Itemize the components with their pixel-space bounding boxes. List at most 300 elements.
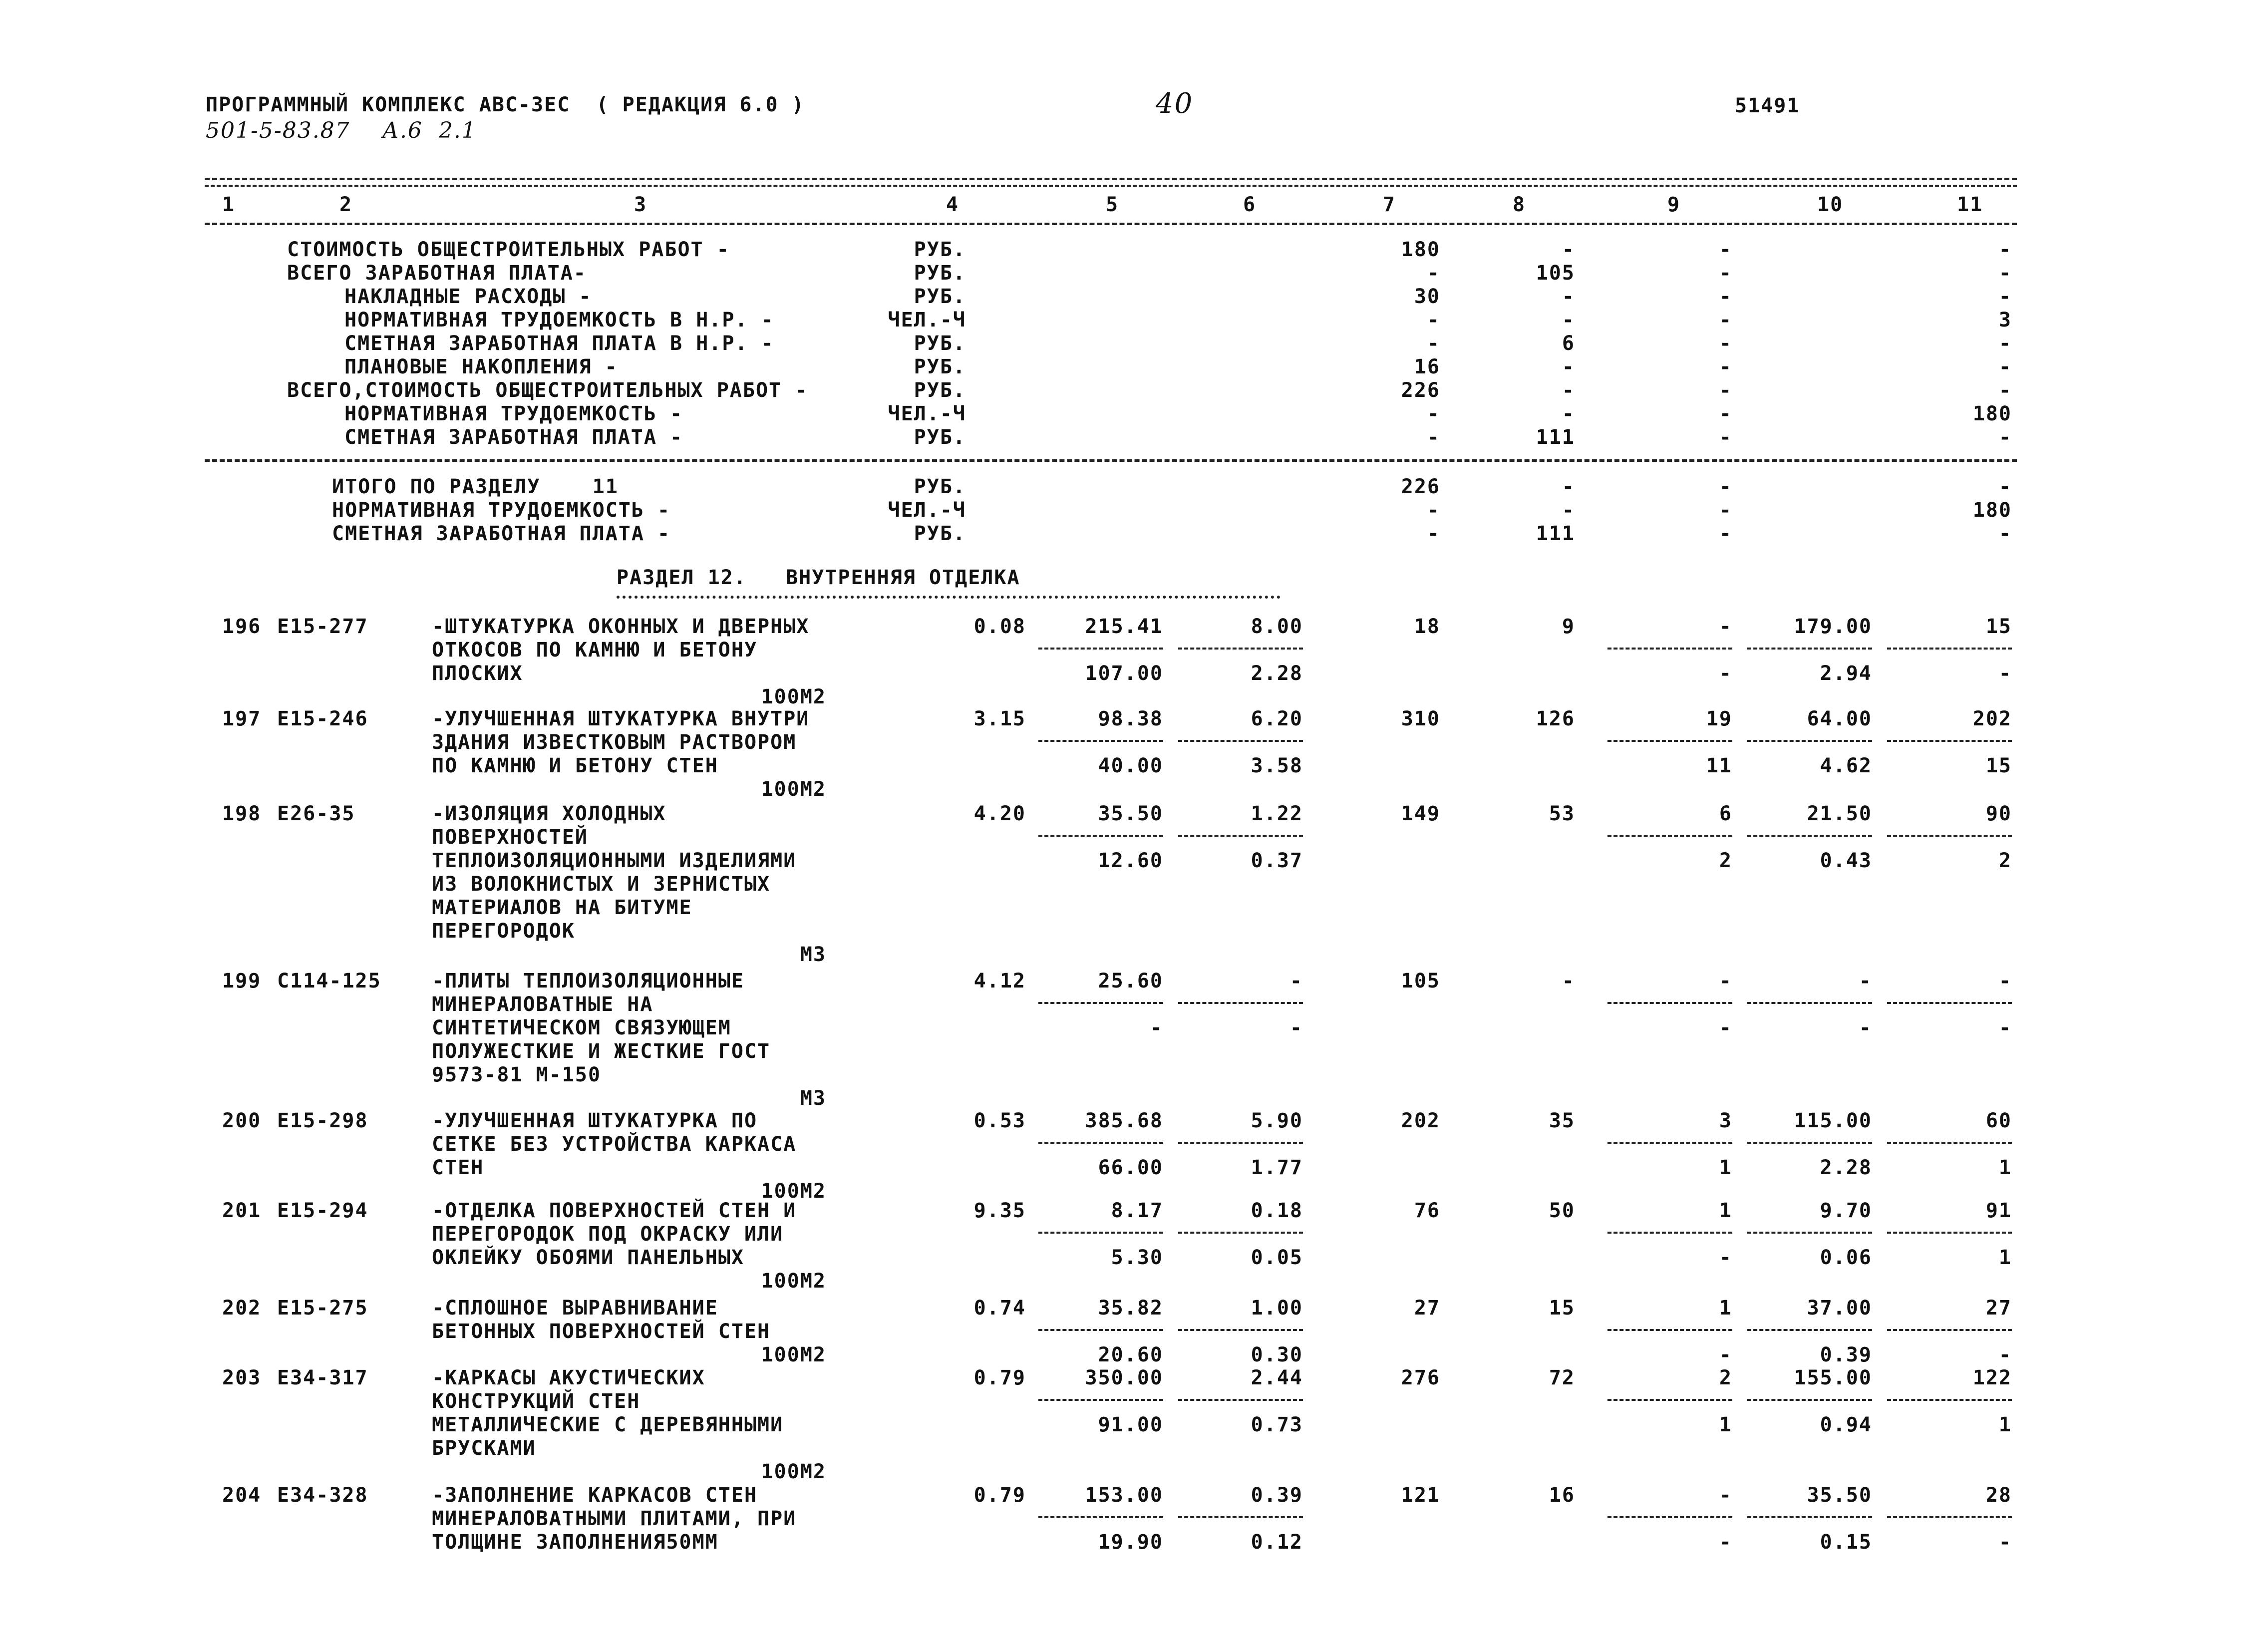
item-value: 66.00 [1098, 1156, 1163, 1179]
section-total-value: 226 [1401, 475, 1440, 498]
item-quantity: 0.08 [973, 615, 1026, 638]
summary-value: - [1427, 309, 1440, 331]
section-total-value: 180 [1972, 499, 2012, 522]
item-value: - [1719, 1484, 1732, 1507]
item-description: СТЕН [432, 1156, 484, 1179]
item-value: 121 [1401, 1484, 1440, 1507]
summary-value: 180 [1401, 238, 1440, 261]
section-total-label: НОРМАТИВНАЯ ТРУДОЕМКОСТЬ - [332, 499, 671, 522]
item-description: КОНСТРУКЦИЙ СТЕН [432, 1390, 640, 1413]
item-dash-rule [1887, 1232, 2012, 1234]
summary-value: - [1562, 402, 1575, 425]
item-value: 115.00 [1794, 1109, 1872, 1132]
item-value: 50 [1549, 1199, 1575, 1222]
item-value: 126 [1536, 707, 1575, 730]
item-value: 12.60 [1098, 849, 1163, 872]
item-value: 35.50 [1807, 1484, 1872, 1507]
summary-row-label: СМЕТНАЯ ЗАРАБОТНАЯ ПЛАТА В Н.Р. - [344, 332, 774, 355]
item-dash-rule [1607, 1329, 1732, 1331]
item-description: ТЕПЛОИЗОЛЯЦИОННЫМИ ИЗДЕЛИЯМИ [432, 849, 797, 872]
summary-row-unit: РУБ. [914, 426, 966, 449]
item-value: 0.73 [1251, 1413, 1303, 1436]
item-value: - [1998, 1016, 2012, 1039]
summary-row-label: ВСЕГО ЗАРАБОТНАЯ ПЛАТА- [287, 262, 587, 285]
item-number: 202 [222, 1297, 262, 1320]
item-dash-rule [1178, 1002, 1303, 1004]
item-code: Е15-294 [277, 1199, 368, 1222]
item-value: - [1859, 970, 1872, 992]
item-number: 199 [222, 970, 262, 992]
item-dash-rule [1178, 835, 1303, 837]
item-value: 18 [1414, 615, 1440, 638]
item-value: - [1998, 970, 2012, 992]
summary-value: - [1719, 309, 1732, 331]
summary-row-label: НОРМАТИВНАЯ ТРУДОЕМКОСТЬ - [344, 402, 683, 425]
item-value: - [1998, 1343, 2012, 1366]
item-code: Е34-328 [277, 1484, 368, 1507]
summary-value: - [1427, 332, 1440, 355]
item-code: Е15-298 [277, 1109, 368, 1132]
item-value: 5.30 [1111, 1246, 1163, 1269]
item-value: 202 [1972, 707, 2012, 730]
column-header: 7 [1383, 193, 1396, 216]
item-value: 1.77 [1251, 1156, 1303, 1179]
item-value: 2 [1719, 1366, 1732, 1389]
section-total-label: ИТОГО ПО РАЗДЕЛУ 11 [332, 475, 619, 498]
item-value: 9.70 [1820, 1199, 1872, 1222]
item-value: 8.00 [1251, 615, 1303, 638]
summary-row-label: НОРМАТИВНАЯ ТРУДОЕМКОСТЬ В Н.Р. - [344, 309, 774, 331]
section-total-value: 111 [1536, 522, 1575, 545]
column-header: 11 [1957, 193, 1983, 216]
item-value: 2.28 [1251, 662, 1303, 685]
item-description: -ПЛИТЫ ТЕПЛОИЗОЛЯЦИОННЫЕ [432, 970, 744, 992]
summary-value: - [1719, 332, 1732, 355]
item-unit: 100М2 [761, 1460, 826, 1483]
summary-value: - [1562, 238, 1575, 261]
item-description: -ЗАПОЛНЕНИЕ КАРКАСОВ СТЕН [432, 1484, 758, 1507]
summary-value: - [1562, 355, 1575, 378]
summary-row-unit: РУБ. [914, 285, 966, 308]
item-quantity: 0.74 [973, 1297, 1026, 1320]
item-dash-rule [1747, 740, 1872, 742]
item-dash-rule [1607, 1002, 1732, 1004]
item-unit: 100М2 [761, 1180, 826, 1203]
item-number: 200 [222, 1109, 262, 1132]
item-value: 1 [1998, 1246, 2012, 1269]
summary-value: - [1562, 379, 1575, 402]
item-value: 2 [1719, 849, 1732, 872]
item-value: 0.15 [1820, 1531, 1872, 1554]
item-value: 215.41 [1085, 615, 1163, 638]
item-number: 197 [222, 707, 262, 730]
item-dash-rule [1038, 1516, 1163, 1518]
item-description: ОКЛЕЙКУ ОБОЯМИ ПАНЕЛЬНЫХ [432, 1246, 744, 1269]
section-total-value: - [1719, 499, 1732, 522]
item-value: - [1719, 1246, 1732, 1269]
column-header: 6 [1243, 193, 1257, 216]
item-dash-rule [1747, 835, 1872, 837]
summary-value: - [1719, 379, 1732, 402]
summary-row-label: СТОИМОСТЬ ОБЩЕСТРОИТЕЛЬНЫХ РАБОТ - [287, 238, 730, 261]
item-description: СЕТКЕ БЕЗ УСТРОЙСТВА КАРКАСА [432, 1133, 797, 1156]
item-value: 37.00 [1807, 1297, 1872, 1320]
item-value: 202 [1401, 1109, 1440, 1132]
item-value: 28 [1985, 1484, 2012, 1507]
item-value: 20.60 [1098, 1343, 1163, 1366]
column-header: 3 [634, 193, 647, 216]
summary-value: - [1719, 285, 1732, 308]
item-value: 310 [1401, 707, 1440, 730]
item-description: ЗДАНИЯ ИЗВЕСТКОВЫМ РАСТВОРОМ [432, 731, 797, 754]
item-dash-rule [1178, 1516, 1303, 1518]
item-dash-rule [1607, 835, 1732, 837]
item-value: 2 [1998, 849, 2012, 872]
item-dash-rule [1607, 1142, 1732, 1144]
summary-value: - [1562, 285, 1575, 308]
item-value: 19.90 [1098, 1531, 1163, 1554]
item-description: МИНЕРАЛОВАТНЫЕ НА [432, 993, 653, 1016]
summary-row-unit: РУБ. [914, 379, 966, 402]
item-value: 107.00 [1085, 662, 1163, 685]
item-value: - [1719, 615, 1732, 638]
handwritten-reference: 501-5-83.87 А.6 2.1 [206, 118, 477, 143]
summary-value: - [1427, 262, 1440, 285]
item-value: 64.00 [1807, 707, 1872, 730]
section-total-value: - [1562, 499, 1575, 522]
item-value: 149 [1401, 802, 1440, 825]
item-dash-rule [1038, 1142, 1163, 1144]
item-value: - [1289, 970, 1303, 992]
document-code: 51491 [1735, 94, 1800, 117]
summary-value: - [1998, 285, 2012, 308]
section-title: РАЗДЕЛ 12. ВНУТРЕННЯЯ ОТДЕЛКА [617, 566, 1020, 589]
item-unit: 100М2 [761, 778, 826, 801]
item-dash-rule [1887, 1329, 2012, 1331]
summary-value: 3 [1998, 309, 2012, 331]
summary-value: - [1562, 309, 1575, 331]
item-quantity: 0.79 [973, 1484, 1026, 1507]
item-value: - [1719, 1016, 1732, 1039]
section-total-value: - [1427, 499, 1440, 522]
item-value: 72 [1549, 1366, 1575, 1389]
item-value: 35.82 [1098, 1297, 1163, 1320]
summary-value: - [1427, 426, 1440, 449]
item-dash-rule [1887, 1142, 2012, 1144]
item-description: ПЕРЕГОРОДОК [432, 920, 575, 943]
item-value: 35.50 [1098, 802, 1163, 825]
item-value: - [1562, 970, 1575, 992]
item-description: -СПЛОШНОЕ ВЫРАВНИВАНИЕ [432, 1297, 718, 1320]
program-title: ПРОГРАММНЫЙ КОМПЛЕКС АВС-ЗЕС ( РЕДАКЦИЯ 6.0 ) [206, 93, 805, 116]
item-value: - [1719, 970, 1732, 992]
item-description: МИНЕРАЛОВАТНЫМИ ПЛИТАМИ, ПРИ [432, 1507, 797, 1530]
item-description: ТОЛЩИНЕ ЗАПОЛНЕНИЯ50ММ [432, 1531, 718, 1554]
item-dash-rule [1887, 1002, 2012, 1004]
item-code: Е26-35 [277, 802, 355, 825]
summary-value: - [1998, 332, 2012, 355]
item-dash-rule [1887, 648, 2012, 650]
item-value: 40.00 [1098, 754, 1163, 777]
item-value: 9 [1562, 615, 1575, 638]
item-value: 122 [1972, 1366, 2012, 1389]
item-value: 179.00 [1794, 615, 1872, 638]
item-description: -УЛУЧШЕННАЯ ШТУКАТУРКА ПО [432, 1109, 758, 1132]
item-value: 35 [1549, 1109, 1575, 1132]
item-value: 0.18 [1251, 1199, 1303, 1222]
item-value: 1 [1719, 1156, 1732, 1179]
item-value: 1 [1719, 1297, 1732, 1320]
item-value: 25.60 [1098, 970, 1163, 992]
summary-value: - [1998, 426, 2012, 449]
item-value: 155.00 [1794, 1366, 1872, 1389]
item-value: 15 [1549, 1297, 1575, 1320]
item-value: 0.37 [1251, 849, 1303, 872]
item-dash-rule [1038, 1329, 1163, 1331]
item-quantity: 9.35 [973, 1199, 1026, 1222]
item-value: 0.06 [1820, 1246, 1872, 1269]
summary-value: 226 [1401, 379, 1440, 402]
section-total-value: - [1719, 522, 1732, 545]
summary-value: 6 [1562, 332, 1575, 355]
summary-row-unit: РУБ. [914, 262, 966, 285]
item-value: 5.90 [1251, 1109, 1303, 1132]
item-value: - [1289, 1016, 1303, 1039]
item-value: 8.17 [1111, 1199, 1163, 1222]
summary-value: - [1998, 238, 2012, 261]
item-unit: М3 [800, 943, 826, 966]
table-top-rule [205, 178, 2017, 180]
item-dash-rule [1038, 835, 1163, 837]
column-header: 2 [339, 193, 353, 216]
item-value: - [1998, 662, 2012, 685]
item-value: 76 [1414, 1199, 1440, 1222]
item-value: 1 [1998, 1156, 2012, 1179]
item-dash-rule [1887, 1399, 2012, 1401]
item-code: Е15-246 [277, 707, 368, 730]
item-dash-rule [1178, 1329, 1303, 1331]
item-number: 201 [222, 1199, 262, 1222]
item-dash-rule [1038, 1232, 1163, 1234]
item-code: Е15-277 [277, 615, 368, 638]
item-unit: 100М2 [761, 1343, 826, 1366]
item-value: 27 [1414, 1297, 1440, 1320]
item-dash-rule [1607, 740, 1732, 742]
item-dash-rule [1887, 1516, 2012, 1518]
item-value: 350.00 [1085, 1366, 1163, 1389]
item-value: 60 [1985, 1109, 2012, 1132]
item-number: 196 [222, 615, 262, 638]
item-value: 1 [1719, 1199, 1732, 1222]
item-value: 0.39 [1820, 1343, 1872, 1366]
item-value: 6.20 [1251, 707, 1303, 730]
summary-value: - [1998, 379, 2012, 402]
item-value: 0.94 [1820, 1413, 1872, 1436]
item-value: - [1719, 1531, 1732, 1554]
column-header: 10 [1817, 193, 1844, 216]
item-unit: 100М2 [761, 1270, 826, 1293]
item-value: 105 [1401, 970, 1440, 992]
summary-row-unit: РУБ. [914, 355, 966, 378]
item-dash-rule [1178, 1142, 1303, 1144]
item-description: МЕТАЛЛИЧЕСКИЕ С ДЕРЕВЯННЫМИ [432, 1413, 784, 1436]
item-value: 4.62 [1820, 754, 1872, 777]
summary-value: - [1719, 402, 1732, 425]
section-total-value: - [1719, 475, 1732, 498]
item-dash-rule [1747, 1232, 1872, 1234]
item-value: 21.50 [1807, 802, 1872, 825]
item-value: 6 [1719, 802, 1732, 825]
summary-row-label: ВСЕГО,СТОИМОСТЬ ОБЩЕСТРОИТЕЛЬНЫХ РАБОТ - [287, 379, 808, 402]
item-quantity: 3.15 [973, 707, 1026, 730]
summary-row-unit: ЧЕЛ.-Ч [888, 309, 966, 331]
summary-value: 16 [1414, 355, 1440, 378]
summary-row-unit: РУБ. [914, 238, 966, 261]
item-description: БЕТОННЫХ ПОВЕРХНОСТЕЙ СТЕН [432, 1320, 771, 1343]
item-value: 0.43 [1820, 849, 1872, 872]
section-total-unit: ЧЕЛ.-Ч [888, 499, 966, 522]
item-description: -ШТУКАТУРКА ОКОННЫХ И ДВЕРНЫХ [432, 615, 810, 638]
item-description: ИЗ ВОЛОКНИСТЫХ И ЗЕРНИСТЫХ [432, 873, 771, 896]
summary-value: 180 [1972, 402, 2012, 425]
item-code: С114-125 [277, 970, 381, 992]
item-value: 15 [1985, 615, 2012, 638]
item-dash-rule [1887, 740, 2012, 742]
item-value: 15 [1985, 754, 2012, 777]
item-value: 2.94 [1820, 662, 1872, 685]
section-title-underline [617, 596, 1281, 599]
summary-row-unit: РУБ. [914, 332, 966, 355]
section-total-unit: РУБ. [914, 522, 966, 545]
item-dash-rule [1178, 740, 1303, 742]
item-value: - [1719, 1343, 1732, 1366]
item-number: 204 [222, 1484, 262, 1507]
item-quantity: 4.20 [973, 802, 1026, 825]
item-description: ПОЛУЖЕСТКИЕ И ЖЕСТКИЕ ГОСТ [432, 1040, 771, 1063]
item-value: 0.12 [1251, 1531, 1303, 1554]
summary-value: 105 [1536, 262, 1575, 285]
item-dash-rule [1038, 648, 1163, 650]
item-dash-rule [1747, 1399, 1872, 1401]
item-dash-rule [1178, 1399, 1303, 1401]
item-value: 90 [1985, 802, 2012, 825]
item-description: ПОВЕРХНОСТЕЙ [432, 826, 588, 849]
item-description: СИНТЕТИЧЕСКОМ СВЯЗУЮЩЕМ [432, 1016, 731, 1039]
item-value: - [1719, 662, 1732, 685]
section-total-value: - [1998, 522, 2012, 545]
item-dash-rule [1038, 1002, 1163, 1004]
item-value: 0.05 [1251, 1246, 1303, 1269]
item-description: -ОТДЕЛКА ПОВЕРХНОСТЕЙ СТЕН И [432, 1199, 797, 1222]
item-value: 1.00 [1251, 1297, 1303, 1320]
item-description: -КАРКАСЫ АКУСТИЧЕСКИХ [432, 1366, 705, 1389]
summary-value: 30 [1414, 285, 1440, 308]
item-value: 27 [1985, 1297, 2012, 1320]
item-value: 91.00 [1098, 1413, 1163, 1436]
item-code: Е34-317 [277, 1366, 368, 1389]
item-value: 0.39 [1251, 1484, 1303, 1507]
item-description: МАТЕРИАЛОВ НА БИТУМЕ [432, 896, 692, 919]
item-description: ПО КАМНЮ И БЕТОНУ СТЕН [432, 754, 718, 777]
item-value: 153.00 [1085, 1484, 1163, 1507]
item-dash-rule [1178, 1232, 1303, 1234]
item-dash-rule [1747, 648, 1872, 650]
summary-value: - [1998, 262, 2012, 285]
summary-row-label: НАКЛАДНЫЕ РАСХОДЫ - [344, 285, 592, 308]
item-value: 2.28 [1820, 1156, 1872, 1179]
item-value: 1 [1998, 1413, 2012, 1436]
item-number: 198 [222, 802, 262, 825]
summary-rule [205, 459, 2017, 462]
item-number: 203 [222, 1366, 262, 1389]
item-dash-rule [1747, 1002, 1872, 1004]
summary-value: - [1719, 238, 1732, 261]
item-value: 19 [1706, 707, 1732, 730]
item-quantity: 4.12 [973, 970, 1026, 992]
item-value: 0.30 [1251, 1343, 1303, 1366]
summary-value: - [1719, 262, 1732, 285]
item-value: - [1998, 1531, 2012, 1554]
item-dash-rule [1607, 1232, 1732, 1234]
page-number: 40 [1156, 87, 1194, 120]
item-value: 3 [1719, 1109, 1732, 1132]
header-bottom-rule [205, 223, 2017, 225]
item-dash-rule [1747, 1516, 1872, 1518]
item-dash-rule [1747, 1329, 1872, 1331]
item-value: 11 [1706, 754, 1732, 777]
column-header: 8 [1513, 193, 1526, 216]
item-dash-rule [1607, 1399, 1732, 1401]
summary-row-label: СМЕТНАЯ ЗАРАБОТНАЯ ПЛАТА - [344, 426, 683, 449]
item-dash-rule [1607, 1516, 1732, 1518]
item-value: 53 [1549, 802, 1575, 825]
section-total-value: - [1998, 475, 2012, 498]
section-total-label: СМЕТНАЯ ЗАРАБОТНАЯ ПЛАТА - [332, 522, 671, 545]
item-description: -ИЗОЛЯЦИЯ ХОЛОДНЫХ [432, 802, 666, 825]
section-total-unit: РУБ. [914, 475, 966, 498]
item-dash-rule [1178, 648, 1303, 650]
item-dash-rule [1607, 648, 1732, 650]
summary-value: - [1719, 426, 1732, 449]
item-description: -УЛУЧШЕННАЯ ШТУКАТУРКА ВНУТРИ [432, 707, 810, 730]
item-code: Е15-275 [277, 1297, 368, 1320]
item-value: 3.58 [1251, 754, 1303, 777]
item-value: 385.68 [1085, 1109, 1163, 1132]
item-value: 2.44 [1251, 1366, 1303, 1389]
item-unit: М3 [800, 1087, 826, 1110]
item-description: 9573-81 М-150 [432, 1063, 602, 1086]
item-value: - [1859, 1016, 1872, 1039]
summary-value: - [1719, 355, 1732, 378]
item-description: ПЕРЕГОРОДОК ПОД ОКРАСКУ ИЛИ [432, 1223, 784, 1246]
section-total-value: - [1427, 522, 1440, 545]
item-value: 1.22 [1251, 802, 1303, 825]
summary-row-unit: ЧЕЛ.-Ч [888, 402, 966, 425]
item-value: 276 [1401, 1366, 1440, 1389]
item-description: БРУСКАМИ [432, 1437, 536, 1460]
item-description: ОТКОСОВ ПО КАМНЮ И БЕТОНУ [432, 639, 758, 661]
item-quantity: 0.53 [973, 1109, 1026, 1132]
item-unit: 100М2 [761, 685, 826, 708]
item-description: ПЛОСКИХ [432, 662, 523, 685]
column-header: 4 [946, 193, 960, 216]
column-header: 1 [222, 193, 236, 216]
item-dash-rule [1038, 740, 1163, 742]
item-dash-rule [1747, 1142, 1872, 1144]
item-value: 98.38 [1098, 707, 1163, 730]
summary-value: - [1427, 402, 1440, 425]
item-value: 1 [1719, 1413, 1732, 1436]
